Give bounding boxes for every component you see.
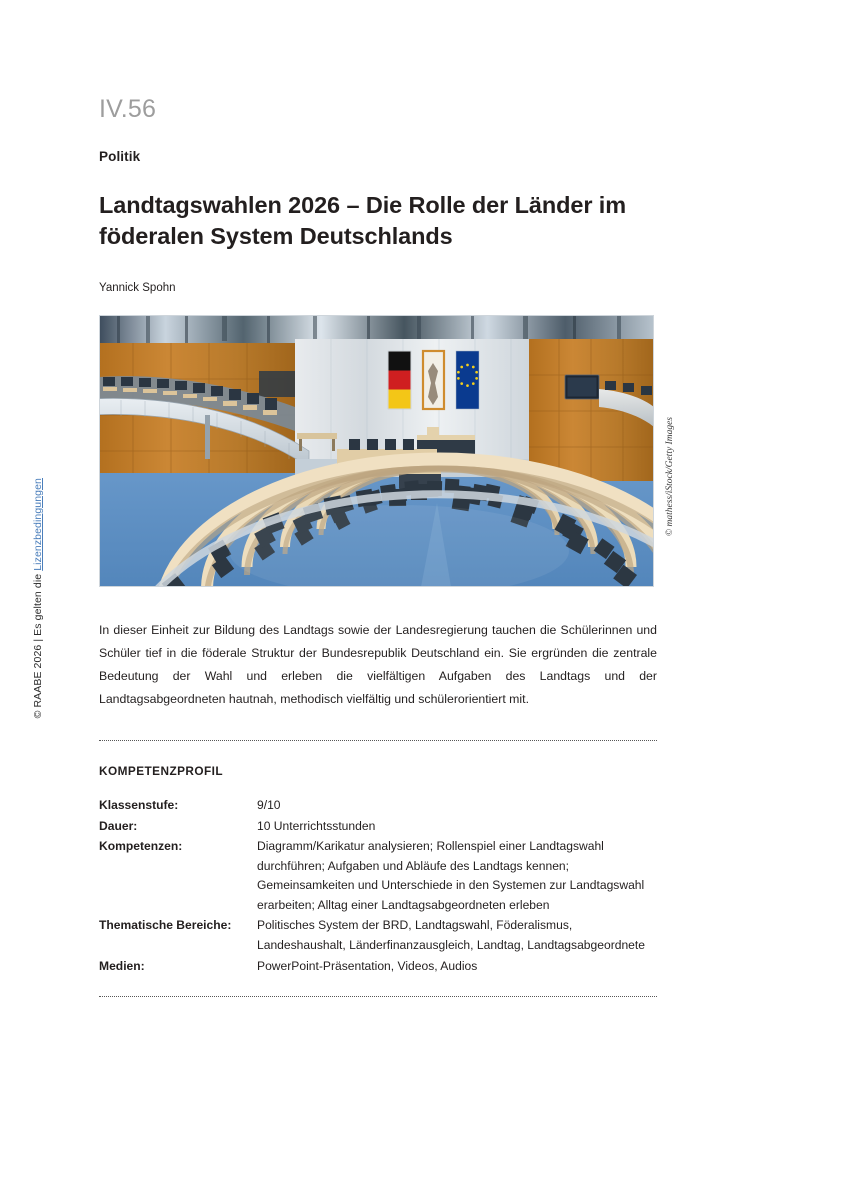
author-name: Yannick Spohn [99, 281, 176, 294]
license-rail [0, 0, 92, 1200]
profile-label-thematische-bereiche: Thematische Bereiche: [99, 918, 232, 933]
profile-value-medien: PowerPoint-Präsentation, Videos, Audios [257, 958, 478, 973]
state-coat-of-arms-banner-icon [423, 351, 444, 409]
german-flag-icon [388, 351, 411, 409]
profile-label-kompetenzen: Kompetenzen: [99, 839, 183, 854]
page-content [99, 0, 675, 997]
profile-value-dauer: 10 Unterrichtsstunden [257, 818, 376, 833]
page-title: Landtagswahlen 2026 – Die Rolle der Länder im föderalen System Deutschlands [99, 191, 627, 249]
profile-value-klassenstufe: 9/10 [257, 797, 281, 812]
intro-paragraph: In dieser Einheit zur Bildung des Landtags sowie der Landesregierung tauchen die Schülerinnen und Schüler tief in die föderale Struktur der Bundesrepublik Deutschland ein. Sie ergründen die zentrale Bedeutung der Wahl und erleben die vielfältigen Aufgaben des Landtags und der Landtagsabgeordneten hautnah, methodisch vielfältig und schülerorientiert mit. [99, 622, 657, 706]
divider-bottom [99, 996, 657, 997]
eu-flag-icon [456, 351, 479, 409]
competence-profile-heading: KOMPETENZPROFIL [99, 763, 224, 778]
parliament-hall-photo [99, 315, 654, 587]
table-row [99, 957, 657, 978]
profile-label-medien: Medien: [99, 958, 145, 973]
image-credit: © mathess/iStock/Getty Images [665, 416, 675, 536]
competence-profile-table [99, 796, 657, 977]
license-conditions-link[interactable]: Lizenzbedingungen [32, 478, 44, 571]
profile-value-thematische-bereiche: Politisches System der BRD, Landtagswahl, Föderalismus, Landeshaushalt, Länderfinanzausgleich, Landtag, Landtagsabgeordnete [257, 918, 645, 953]
table-row [99, 916, 657, 956]
hero-image-container [99, 315, 675, 587]
table-row [99, 817, 657, 838]
copyright-notice [32, 478, 44, 718]
issue-code: IV.56 [99, 95, 157, 123]
table-row [99, 837, 657, 916]
subject-label: Politik [99, 148, 141, 164]
profile-label-dauer: Dauer: [99, 818, 138, 833]
profile-label-klassenstufe: Klassenstufe: [99, 797, 179, 812]
table-row [99, 796, 657, 817]
profile-value-kompetenzen: Diagramm/Karikatur analysieren; Rollenspiel einer Landtagswahl durchführen; Aufgaben und Abläufe des Landtags kennen; Gemeinsamkeiten und Unterschiede in den Systemen zur Landtagswahl erarbeiten; Alltag einer Landtagsabgeordneten erleben [257, 839, 645, 912]
copyright-text: © RAABE 2026 | Es gelten die [32, 570, 44, 719]
divider-top [99, 740, 657, 741]
